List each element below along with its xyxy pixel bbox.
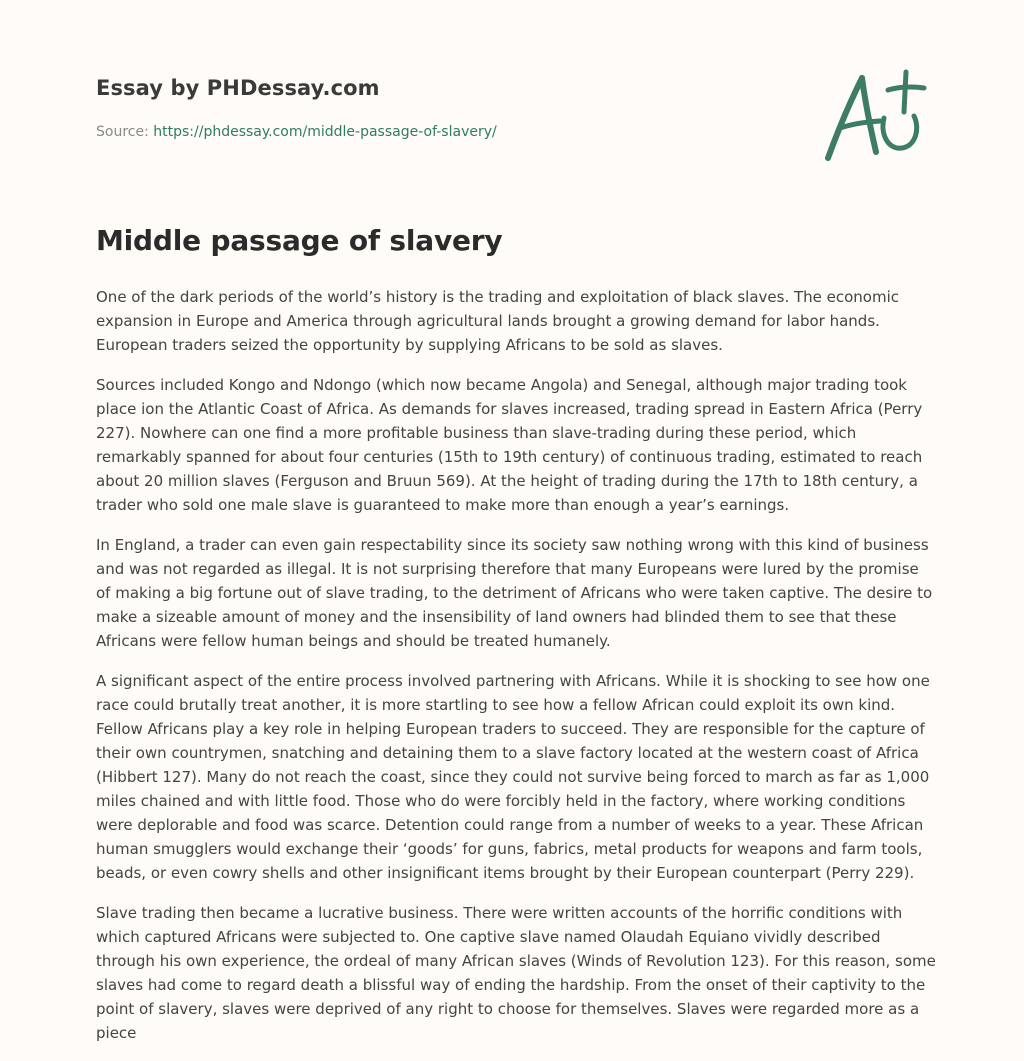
- source-label: Source:: [96, 124, 154, 140]
- a-plus-logo-icon: [818, 66, 928, 166]
- paragraph-2: Sources included Kongo and Ndongo (which now became Angola) and Senegal, although major trading took place ion the Atlantic Coast of Africa. As demands for slaves increased, trading spread in Eastern Africa (Perry 227). Nowhere can one find a more profitable business than slave-trading during these period, which remarkably spanned for about four centuries (15th to 19th century) of continuous trading, estimated to reach about 20 million slaves (Ferguson and Bruun 569). At the height of trading during the 17th to 18th century, a trader who sold one male slave is guaranteed to make more than enough a year’s earnings.: [96, 376, 923, 514]
- source-line: [96, 124, 497, 140]
- site-brand: Essay by PHDessay.com: [96, 76, 380, 100]
- essay-title: Middle passage of slavery: [96, 224, 503, 257]
- essay-body: [96, 285, 936, 1061]
- paragraph-5: Slave trading then became a lucrative business. There were written accounts of the horrific conditions with which captured Africans were subjected to. One captive slave named Olaudah Equiano vividly described through his own experience, the ordeal of many African slaves (Winds of Revolution 123). For this reason, some slaves had come to regard death a blissful way of ending the hardship. From the onset of their captivity to the point of slavery, slaves were deprived of any right to choose for themselves. Slaves were regarded more as a piece: [96, 904, 936, 1042]
- paragraph-1: One of the dark periods of the world’s history is the trading and exploitation of black slaves. The economic expansion in Europe and America through agricultural lands brought a growing demand for labor hands. European traders seized the opportunity by supplying Africans to be sold as slaves.: [96, 288, 900, 354]
- paragraph-3: In England, a trader can even gain respectability since its society saw nothing wrong with this kind of business and was not regarded as illegal. It is not surprising therefore that many Europeans were lured by the promise of making a big fortune out of slave trading, to the detriment of Africans who were taken captive. The desire to make a sizeable amount of money and the insensibility of land owners had blinded them to see that these Africans were fellow human beings and should be treated humanely.: [96, 536, 933, 650]
- source-link[interactable]: https://phdessay.com/middle-passage-of-slavery/: [153, 124, 497, 140]
- paragraph-4: A significant aspect of the entire process involved partnering with Africans. While it is shocking to see how one race could brutally treat another, it is more startling to see how a fellow African could exploit its own kind. Fellow Africans play a key role in helping European traders to succeed. They are responsible for the capture of their own countrymen, snatching and detaining them to a slave factory located at the western coast of Africa (Hibbert 127). Many do not reach the coast, since they could not survive being forced to march as far as 1,000 miles chained and with little food. Those who do were forcibly held in the factory, where working conditions were deplorable and food was scarce. Detention could range from a number of weeks to a year. These African human smugglers would exchange their ‘goods’ for guns, fabrics, metal products for weapons and farm tools, beads, or even cowry shells and other insignificant items brought by their European counterpart (Perry 229).: [96, 672, 930, 882]
